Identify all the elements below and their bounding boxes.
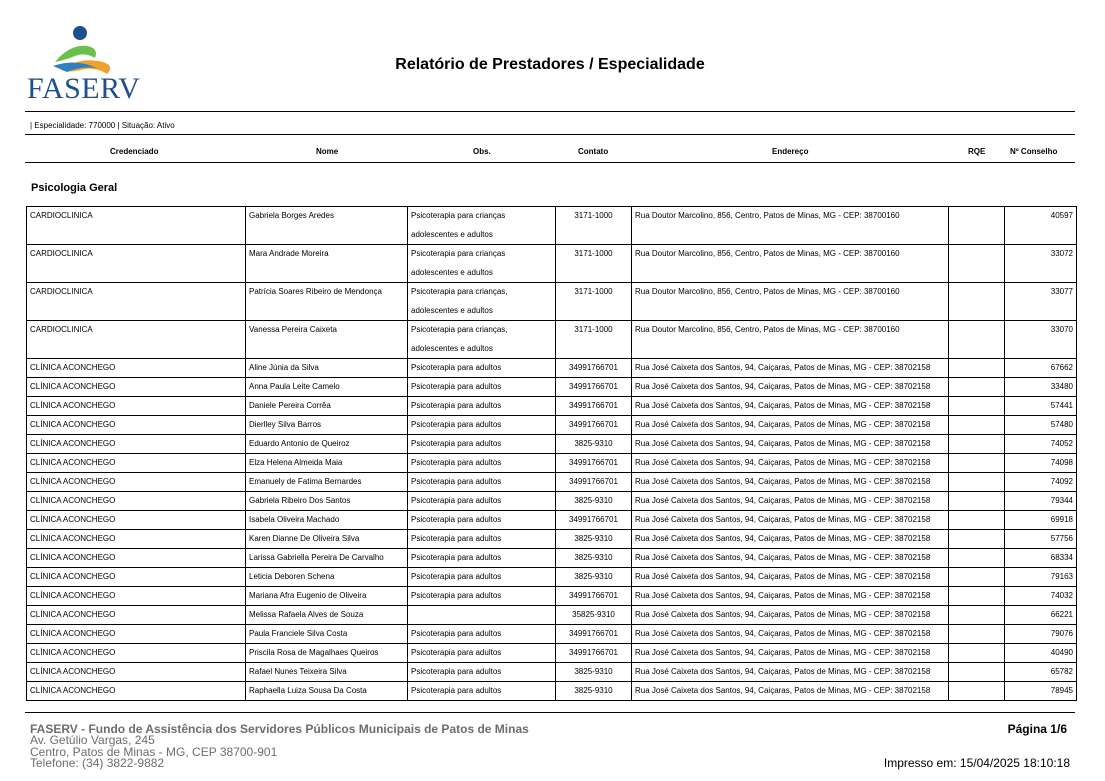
cell-contato: 3825-9310 [556, 663, 632, 682]
cell-nome: Melissa Rafaela Alves de Souza [246, 606, 408, 625]
cell-rqe [949, 359, 1005, 378]
cell-conselho: 33070 [1005, 321, 1077, 359]
cell-credenciado: CLÍNICA ACONCHEGO [27, 663, 246, 682]
cell-conselho: 78945 [1005, 682, 1077, 701]
table-row [27, 625, 1077, 644]
cell-contato: 3171-1000 [556, 207, 632, 245]
cell-contato: 35825-9310 [556, 606, 632, 625]
cell-conselho: 79344 [1005, 492, 1077, 511]
cell-endereco: Rua José Caixeta dos Santos, 94, Caiçaras, Patos de Minas, MG - CEP: 38702158 [632, 378, 949, 397]
cell-credenciado: CLÍNICA ACONCHEGO [27, 682, 246, 701]
cell-endereco: Rua José Caixeta dos Santos, 94, Caiçaras, Patos de Minas, MG - CEP: 38702158 [632, 530, 949, 549]
cell-contato: 34991766701 [556, 587, 632, 606]
cell-conselho: 40490 [1005, 644, 1077, 663]
filter-divider [25, 134, 1075, 135]
cell-endereco: Rua José Caixeta dos Santos, 94, Caiçaras, Patos de Minas, MG - CEP: 38702158 [632, 568, 949, 587]
cell-credenciado: CLÍNICA ACONCHEGO [27, 587, 246, 606]
cell-contato: 34991766701 [556, 625, 632, 644]
cell-conselho: 69918 [1005, 511, 1077, 530]
cell-rqe [949, 435, 1005, 454]
cell-nome: Priscila Rosa de Magalhaes Queiros [246, 644, 408, 663]
cell-credenciado: CLÍNICA ACONCHEGO [27, 530, 246, 549]
table-row [27, 359, 1077, 378]
table-row [27, 435, 1077, 454]
cell-conselho: 57480 [1005, 416, 1077, 435]
cell-rqe [949, 587, 1005, 606]
cell-obs: Psicoterapia para adultos [408, 549, 556, 568]
providers-table [26, 206, 1077, 701]
cell-endereco: Rua José Caixeta dos Santos, 94, Caiçaras, Patos de Minas, MG - CEP: 38702158 [632, 492, 949, 511]
cell-obs: Psicoterapia para adultos [408, 359, 556, 378]
cell-contato: 34991766701 [556, 454, 632, 473]
cell-obs: Psicoterapia para adultos [408, 663, 556, 682]
cell-contato: 3171-1000 [556, 283, 632, 321]
cell-conselho: 57441 [1005, 397, 1077, 416]
cell-credenciado: CLÍNICA ACONCHEGO [27, 359, 246, 378]
cell-credenciado: CARDIOCLINICA [27, 283, 246, 321]
cell-rqe [949, 473, 1005, 492]
cell-endereco: Rua José Caixeta dos Santos, 94, Caiçaras, Patos de Minas, MG - CEP: 38702158 [632, 435, 949, 454]
cell-obs: Psicoterapia para crianças, adolescentes e adultos [408, 321, 556, 359]
cell-conselho: 33077 [1005, 283, 1077, 321]
col-header-credenciado: Credenciado [110, 147, 159, 156]
footer-organization: FASERV - Fundo de Assistência dos Servidores Públicos Municipais de Patos de Minas [30, 722, 529, 736]
cell-obs: Psicoterapia para adultos [408, 435, 556, 454]
cell-rqe [949, 625, 1005, 644]
cell-conselho: 79163 [1005, 568, 1077, 587]
cell-nome: Raphaella Luiza Sousa Da Costa [246, 682, 408, 701]
cell-rqe [949, 644, 1005, 663]
col-header-obs: Obs. [473, 147, 491, 156]
column-header-divider [25, 162, 1075, 163]
table-row [27, 321, 1077, 359]
cell-contato: 3825-9310 [556, 435, 632, 454]
cell-obs: Psicoterapia para adultos [408, 378, 556, 397]
cell-credenciado: CARDIOCLINICA [27, 207, 246, 245]
cell-credenciado: CLÍNICA ACONCHEGO [27, 397, 246, 416]
table-row [27, 207, 1077, 245]
col-header-nome: Nome [316, 147, 339, 156]
logo-head [73, 26, 87, 40]
table-row [27, 245, 1077, 283]
cell-endereco: Rua José Caixeta dos Santos, 94, Caiçaras, Patos de Minas, MG - CEP: 38702158 [632, 682, 949, 701]
cell-conselho: 65782 [1005, 663, 1077, 682]
cell-credenciado: CLÍNICA ACONCHEGO [27, 492, 246, 511]
cell-credenciado: CLÍNICA ACONCHEGO [27, 378, 246, 397]
cell-rqe [949, 454, 1005, 473]
cell-conselho: 74052 [1005, 435, 1077, 454]
cell-credenciado: CLÍNICA ACONCHEGO [27, 606, 246, 625]
cell-credenciado: CLÍNICA ACONCHEGO [27, 644, 246, 663]
cell-obs: Psicoterapia para adultos [408, 568, 556, 587]
cell-obs: Psicoterapia para adultos [408, 416, 556, 435]
cell-nome: Isabela Oliveira Machado [246, 511, 408, 530]
table-row [27, 530, 1077, 549]
cell-obs: Psicoterapia para adultos [408, 397, 556, 416]
cell-credenciado: CARDIOCLINICA [27, 321, 246, 359]
table-row [27, 473, 1077, 492]
cell-obs: Psicoterapia para crianças adolescentes e adultos [408, 207, 556, 245]
table-row [27, 663, 1077, 682]
cell-nome: Rafael Nunes Teixeira Silva [246, 663, 408, 682]
header-divider [25, 111, 1075, 112]
cell-endereco: Rua Doutor Marcolino, 856, Centro, Patos de Minas, MG - CEP: 38700160 [632, 283, 949, 321]
table-row [27, 606, 1077, 625]
cell-rqe [949, 245, 1005, 283]
cell-endereco: Rua Doutor Marcolino, 856, Centro, Patos de Minas, MG - CEP: 38700160 [632, 321, 949, 359]
cell-conselho: 68334 [1005, 549, 1077, 568]
table-row [27, 397, 1077, 416]
cell-endereco: Rua José Caixeta dos Santos, 94, Caiçaras, Patos de Minas, MG - CEP: 38702158 [632, 587, 949, 606]
cell-nome: Gabriela Ribeiro Dos Santos [246, 492, 408, 511]
cell-rqe [949, 606, 1005, 625]
cell-nome: Larissa Gabriella Pereira De Carvalho [246, 549, 408, 568]
cell-rqe [949, 207, 1005, 245]
cell-rqe [949, 397, 1005, 416]
cell-credenciado: CARDIOCLINICA [27, 245, 246, 283]
cell-endereco: Rua José Caixeta dos Santos, 94, Caiçaras, Patos de Minas, MG - CEP: 38702158 [632, 397, 949, 416]
cell-obs: Psicoterapia para adultos [408, 492, 556, 511]
cell-nome: Mariana Afra Eugenio de Oliveira [246, 587, 408, 606]
cell-conselho: 57756 [1005, 530, 1077, 549]
cell-credenciado: CLÍNICA ACONCHEGO [27, 568, 246, 587]
cell-contato: 34991766701 [556, 416, 632, 435]
cell-credenciado: CLÍNICA ACONCHEGO [27, 625, 246, 644]
cell-nome: Paula Franciele Silva Costa [246, 625, 408, 644]
page-number: Página 1/6 [1007, 722, 1067, 736]
cell-rqe [949, 378, 1005, 397]
cell-contato: 34991766701 [556, 644, 632, 663]
cell-credenciado: CLÍNICA ACONCHEGO [27, 435, 246, 454]
cell-credenciado: CLÍNICA ACONCHEGO [27, 511, 246, 530]
table-row [27, 454, 1077, 473]
cell-endereco: Rua José Caixeta dos Santos, 94, Caiçaras, Patos de Minas, MG - CEP: 38702158 [632, 511, 949, 530]
col-header-endereco: Endereço [772, 147, 809, 156]
cell-obs: Psicoterapia para adultos [408, 511, 556, 530]
section-title: Psicologia Geral [31, 182, 118, 194]
table-row [27, 549, 1077, 568]
cell-conselho: 67662 [1005, 359, 1077, 378]
cell-contato: 3825-9310 [556, 549, 632, 568]
cell-contato: 3171-1000 [556, 245, 632, 283]
cell-conselho: 74092 [1005, 473, 1077, 492]
cell-contato: 3825-9310 [556, 530, 632, 549]
cell-obs: Psicoterapia para crianças adolescentes e adultos [408, 245, 556, 283]
cell-nome: Anna Paula Leite Camelo [246, 378, 408, 397]
cell-nome: Daniele Pereira Corrêa [246, 397, 408, 416]
cell-obs: Psicoterapia para adultos [408, 454, 556, 473]
cell-obs: Psicoterapia para adultos [408, 473, 556, 492]
cell-endereco: Rua José Caixeta dos Santos, 94, Caiçaras, Patos de Minas, MG - CEP: 38702158 [632, 644, 949, 663]
filter-line: | Especialidade: 770000 | Situação: Ativo [30, 121, 175, 130]
cell-contato: 34991766701 [556, 359, 632, 378]
cell-endereco: Rua José Caixeta dos Santos, 94, Caiçaras, Patos de Minas, MG - CEP: 38702158 [632, 663, 949, 682]
cell-conselho: 33480 [1005, 378, 1077, 397]
cell-nome: Aline Júnia da Silva [246, 359, 408, 378]
cell-obs: Psicoterapia para crianças, adolescentes e adultos [408, 283, 556, 321]
footer-divider [25, 712, 1075, 713]
logo-green-swoosh [55, 46, 96, 62]
table-row [27, 511, 1077, 530]
cell-endereco: Rua Doutor Marcolino, 856, Centro, Patos de Minas, MG - CEP: 38700160 [632, 207, 949, 245]
cell-nome: Mara Andrade Moreira [246, 245, 408, 283]
table-row [27, 492, 1077, 511]
cell-nome: Gabriela Borges Aredes [246, 207, 408, 245]
cell-obs: Psicoterapia para adultos [408, 587, 556, 606]
cell-nome: Karen Dianne De Oliveira Silva [246, 530, 408, 549]
cell-nome: Vanessa Pereira Caixeta [246, 321, 408, 359]
cell-obs: Psicoterapia para adultos [408, 530, 556, 549]
cell-rqe [949, 663, 1005, 682]
cell-nome: Eduardo Antonio de Queiroz [246, 435, 408, 454]
cell-rqe [949, 416, 1005, 435]
footer-address-line1: Av. Getúlio Vargas, 245 [30, 733, 155, 747]
cell-credenciado: CLÍNICA ACONCHEGO [27, 416, 246, 435]
cell-endereco: Rua José Caixeta dos Santos, 94, Caiçaras, Patos de Minas, MG - CEP: 38702158 [632, 549, 949, 568]
page-title: Relatório de Prestadores / Especialidade [395, 56, 705, 73]
cell-endereco: Rua José Caixeta dos Santos, 94, Caiçaras, Patos de Minas, MG - CEP: 38702158 [632, 473, 949, 492]
footer-phone: Telefone: (34) 3822-9882 [30, 756, 165, 770]
cell-rqe [949, 530, 1005, 549]
col-header-contato: Contato [578, 147, 609, 156]
footer-address-line2: Centro, Patos de Minas - MG, CEP 38700-901 [30, 745, 278, 759]
printed-timestamp: Impresso em: 15/04/2025 18:10:18 [883, 756, 1070, 770]
cell-obs: Psicoterapia para adultos [408, 625, 556, 644]
cell-obs: Psicoterapia para adultos [408, 682, 556, 701]
cell-contato: 3171-1000 [556, 321, 632, 359]
col-header-conselho: Nº Conselho [1010, 147, 1058, 156]
cell-rqe [949, 321, 1005, 359]
cell-credenciado: CLÍNICA ACONCHEGO [27, 473, 246, 492]
cell-nome: Leticia Deboren Schena [246, 568, 408, 587]
cell-endereco: Rua José Caixeta dos Santos, 94, Caiçaras, Patos de Minas, MG - CEP: 38702158 [632, 625, 949, 644]
cell-contato: 34991766701 [556, 473, 632, 492]
cell-conselho: 74098 [1005, 454, 1077, 473]
table-row [27, 416, 1077, 435]
cell-credenciado: CLÍNICA ACONCHEGO [27, 549, 246, 568]
cell-rqe [949, 511, 1005, 530]
cell-rqe [949, 682, 1005, 701]
cell-conselho: 66221 [1005, 606, 1077, 625]
cell-endereco: Rua José Caixeta dos Santos, 94, Caiçaras, Patos de Minas, MG - CEP: 38702158 [632, 606, 949, 625]
cell-contato: 34991766701 [556, 511, 632, 530]
cell-rqe [949, 283, 1005, 321]
cell-contato: 34991766701 [556, 378, 632, 397]
col-header-rqe: RQE [968, 147, 986, 156]
table-row [27, 568, 1077, 587]
cell-rqe [949, 492, 1005, 511]
table-row [27, 378, 1077, 397]
cell-obs [408, 606, 556, 625]
cell-endereco: Rua José Caixeta dos Santos, 94, Caiçaras, Patos de Minas, MG - CEP: 38702158 [632, 416, 949, 435]
logo-text: FASERV [27, 72, 141, 105]
cell-conselho: 79076 [1005, 625, 1077, 644]
cell-endereco: Rua José Caixeta dos Santos, 94, Caiçaras, Patos de Minas, MG - CEP: 38702158 [632, 454, 949, 473]
cell-contato: 34991766701 [556, 397, 632, 416]
cell-contato: 3825-9310 [556, 492, 632, 511]
cell-endereco: Rua Doutor Marcolino, 856, Centro, Patos de Minas, MG - CEP: 38700160 [632, 245, 949, 283]
cell-contato: 3825-9310 [556, 568, 632, 587]
cell-conselho: 33072 [1005, 245, 1077, 283]
cell-nome: Emanuely de Fatima Bernardes [246, 473, 408, 492]
cell-conselho: 40597 [1005, 207, 1077, 245]
cell-nome: Dierlley Silva Barros [246, 416, 408, 435]
cell-conselho: 74032 [1005, 587, 1077, 606]
cell-nome: Elza Helena Almeida Maia [246, 454, 408, 473]
cell-rqe [949, 568, 1005, 587]
table-row [27, 682, 1077, 701]
cell-rqe [949, 549, 1005, 568]
cell-contato: 3825-9310 [556, 682, 632, 701]
cell-nome: Patrícia Soares Ribeiro de Mendonça [246, 283, 408, 321]
table-row [27, 587, 1077, 606]
table-row [27, 644, 1077, 663]
table-row [27, 283, 1077, 321]
cell-endereco: Rua José Caixeta dos Santos, 94, Caiçaras, Patos de Minas, MG - CEP: 38702158 [632, 359, 949, 378]
cell-obs: Psicoterapia para adultos [408, 644, 556, 663]
cell-credenciado: CLÍNICA ACONCHEGO [27, 454, 246, 473]
